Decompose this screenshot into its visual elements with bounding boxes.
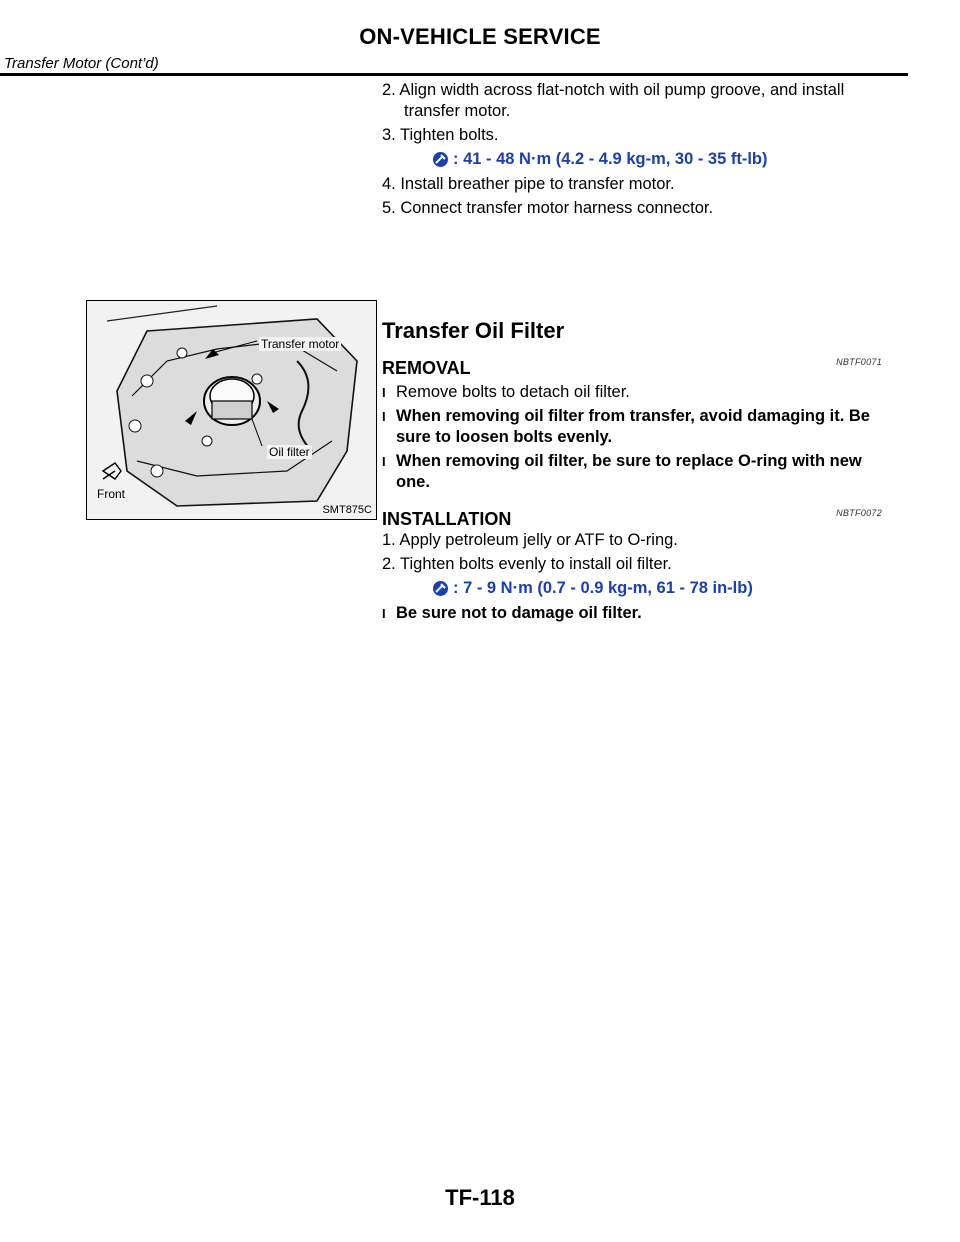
bullet-mark: I [382, 454, 386, 469]
removal-item: I When removing oil filter, be sure to replace O-ring with new one. [382, 452, 862, 491]
installation-code: NBTF0072 [836, 508, 882, 518]
torque-wrench-icon [432, 580, 449, 597]
installation-heading [382, 503, 882, 530]
removal-heading [382, 352, 882, 379]
oil-filter-illustration [86, 300, 377, 520]
motor-step-5: 5. Connect transfer motor harness connector. [382, 199, 714, 217]
section-title-oil-filter: Transfer Oil Filter [382, 318, 565, 343]
bullet-mark: I [382, 606, 386, 621]
installation-title: INSTALLATION [382, 509, 512, 529]
removal-item: I When removing oil filter from transfer, avoid damaging it. Be sure to loosen bolts evenly. [382, 407, 870, 446]
label-oil-filter: Oil filter [269, 445, 310, 459]
page-title: ON-VEHICLE SERVICE [359, 24, 601, 49]
install-step-1: 1. Apply petroleum jelly or ATF to O-ring. [382, 531, 678, 549]
install-step-2: 2. Tighten bolts evenly to install oil filter. [382, 555, 672, 573]
main-content [382, 80, 882, 627]
page-number: TF-118 [445, 1185, 515, 1210]
removal-code: NBTF0071 [836, 357, 882, 367]
motor-step-4: 4. Install breather pipe to transfer motor. [382, 175, 675, 193]
header-divider [0, 73, 908, 76]
filter-torque-spec [432, 578, 882, 599]
bullet-mark: I [382, 409, 386, 424]
figure-code: SMT875C [322, 504, 372, 516]
bullet-mark: I [382, 385, 386, 400]
motor-step-3: 3. Tighten bolts. [382, 126, 499, 144]
removal-title: REMOVAL [382, 358, 471, 378]
removal-item: I Remove bolts to detach oil filter. [382, 383, 630, 401]
motor-step-2: 2. Align width across flat-notch with oil pump groove, and install transfer motor. [382, 81, 845, 120]
torque-wrench-icon [432, 151, 449, 168]
installation-item: I Be sure not to damage oil filter. [382, 604, 642, 622]
filter-torque-value: : 7 - 9 N·m (0.7 - 0.9 kg-m, 61 - 78 in-lb) [453, 579, 753, 597]
label-transfer-motor: Transfer motor [261, 337, 340, 351]
page-subtitle: Transfer Motor (Cont’d) [4, 55, 159, 72]
label-front: Front [97, 487, 126, 501]
transfer-case-drawing [87, 301, 376, 519]
motor-torque-value: : 41 - 48 N·m (4.2 - 4.9 kg-m, 30 - 35 ft-lb) [453, 150, 768, 168]
motor-torque-spec [432, 149, 882, 170]
